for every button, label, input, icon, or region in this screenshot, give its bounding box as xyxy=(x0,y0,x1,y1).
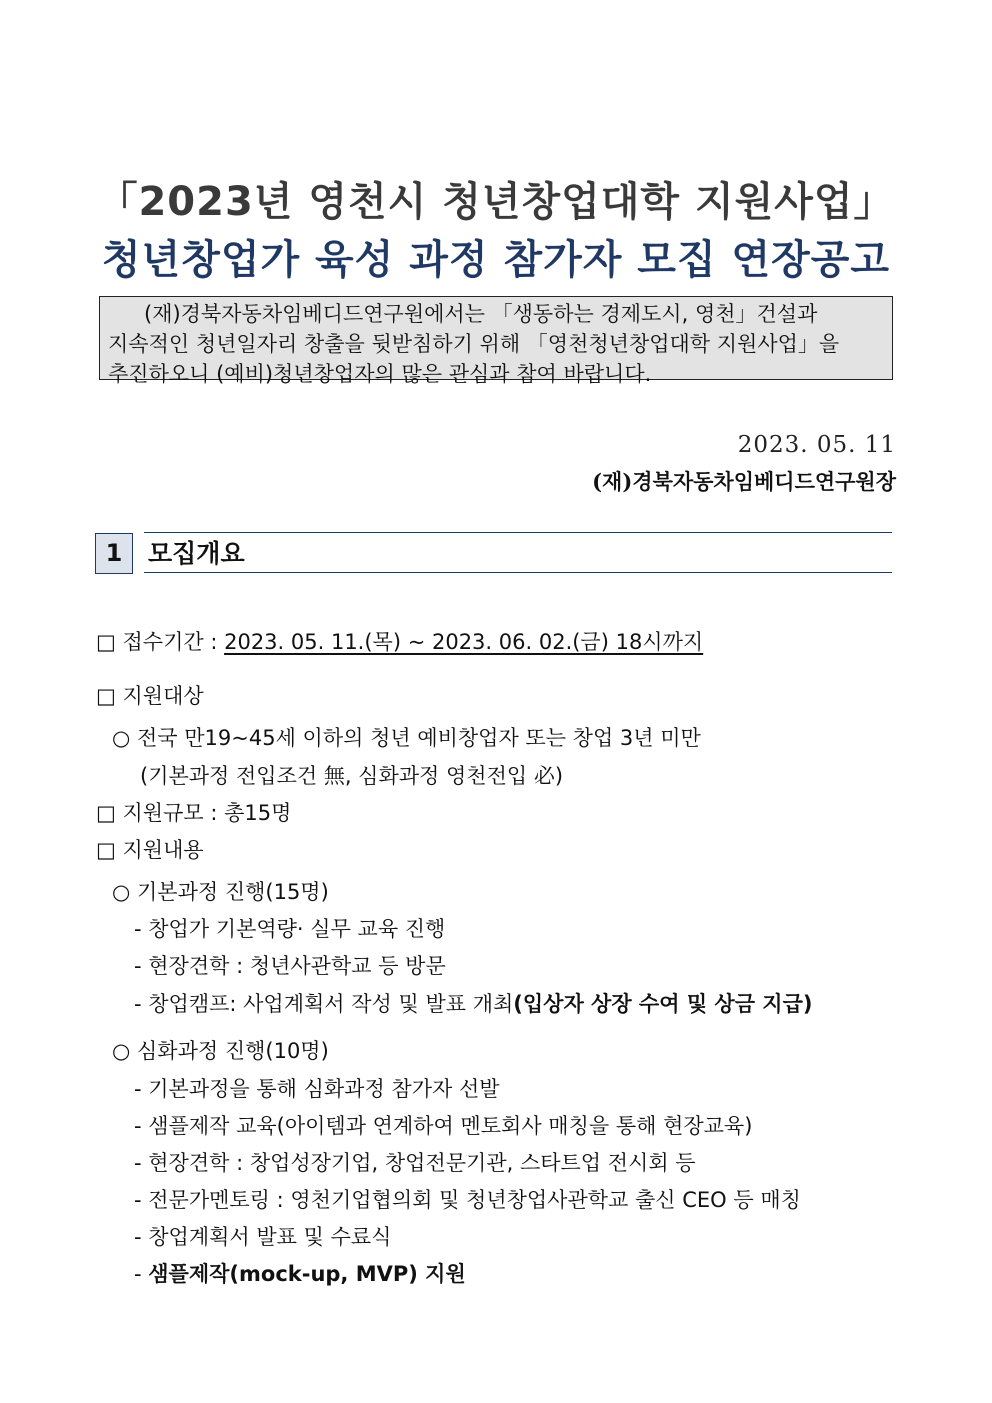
intro-line2: 지속적인 청년일자리 창출을 뒷받침하기 위해 「영천청년창업대학 지원사업」을 xyxy=(108,332,840,356)
intro-line3: 추진하오니 (예비)청년창업자의 많은 관심과 참여 바랍니다. xyxy=(108,362,652,386)
advanced-item-4: - 전문가멘토링 : 영천기업협의회 및 청년창업사관학교 출신 CEO 등 매칭 xyxy=(134,1188,801,1212)
intro-line1: (재)경북자동차임베디드연구원에서는 「생동하는 경제도시, 영천」건설과 xyxy=(144,302,818,326)
target-item-2: (기본과정 전입조건 無, 심화과정 영천전입 必) xyxy=(140,764,564,788)
basic-item-3-text: - 창업캠프: 사업계획서 작성 및 발표 개최 xyxy=(134,992,514,1016)
advanced-item-6-dash: - xyxy=(134,1262,149,1286)
period-label: □ 접수기간 : xyxy=(96,630,225,654)
issuing-organization: (재)경북자동차임베디드연구원장 xyxy=(592,469,896,494)
section-title: 모집개요 xyxy=(144,532,892,573)
advanced-item-6-bold: 샘플제작(mock-up, MVP) 지원 xyxy=(148,1262,466,1286)
basic-item-3-bold: (입상자 상장 수여 및 상금 지급) xyxy=(513,992,813,1016)
scale-item: □ 지원규모 : 총15명 xyxy=(96,801,292,825)
target-item-1: ○ 전국 만19~45세 이하의 청년 예비창업자 또는 창업 3년 미만 xyxy=(112,726,701,750)
basic-item-2: - 현장견학 : 청년사관학교 등 방문 xyxy=(134,954,446,978)
period-value: 2023. 05. 11.(목) ~ 2023. 06. 02.(금) 18시까지 xyxy=(224,630,704,654)
intro-box xyxy=(99,296,893,386)
advanced-item-5: - 창업계획서 발표 및 수료식 xyxy=(134,1225,392,1249)
advanced-item-1: - 기본과정을 통해 심화과정 참가자 선발 xyxy=(134,1077,500,1101)
advanced-item-2: - 샘플제작 교육(아이템과 연계하여 멘토회사 매칭을 통해 현장교육) xyxy=(134,1114,753,1138)
advanced-item-6 xyxy=(134,1258,466,1288)
basic-course-heading: ○ 기본과정 진행(15명) xyxy=(112,880,329,904)
basic-item-3 xyxy=(134,988,812,1018)
advanced-item-3: - 현장견학 : 창업성장기업, 창업전문기관, 스타트업 전시회 등 xyxy=(134,1151,696,1175)
target-heading: □ 지원대상 xyxy=(96,684,204,708)
basic-item-1: - 창업가 기본역량· 실무 교육 진행 xyxy=(134,917,446,941)
period-item xyxy=(96,626,703,656)
page-title-line2: 청년창업가 육성 과정 참가자 모집 연장공고 xyxy=(101,237,891,283)
announcement-date: 2023. 05. 11 xyxy=(737,432,896,458)
advanced-course-heading: ○ 심화과정 진행(10명) xyxy=(112,1039,329,1063)
content-heading: □ 지원내용 xyxy=(96,838,204,862)
section-number: 1 xyxy=(95,533,133,574)
page-title-line1: 「2023년 영천시 청년창업대학 지원사업」 xyxy=(97,179,895,225)
